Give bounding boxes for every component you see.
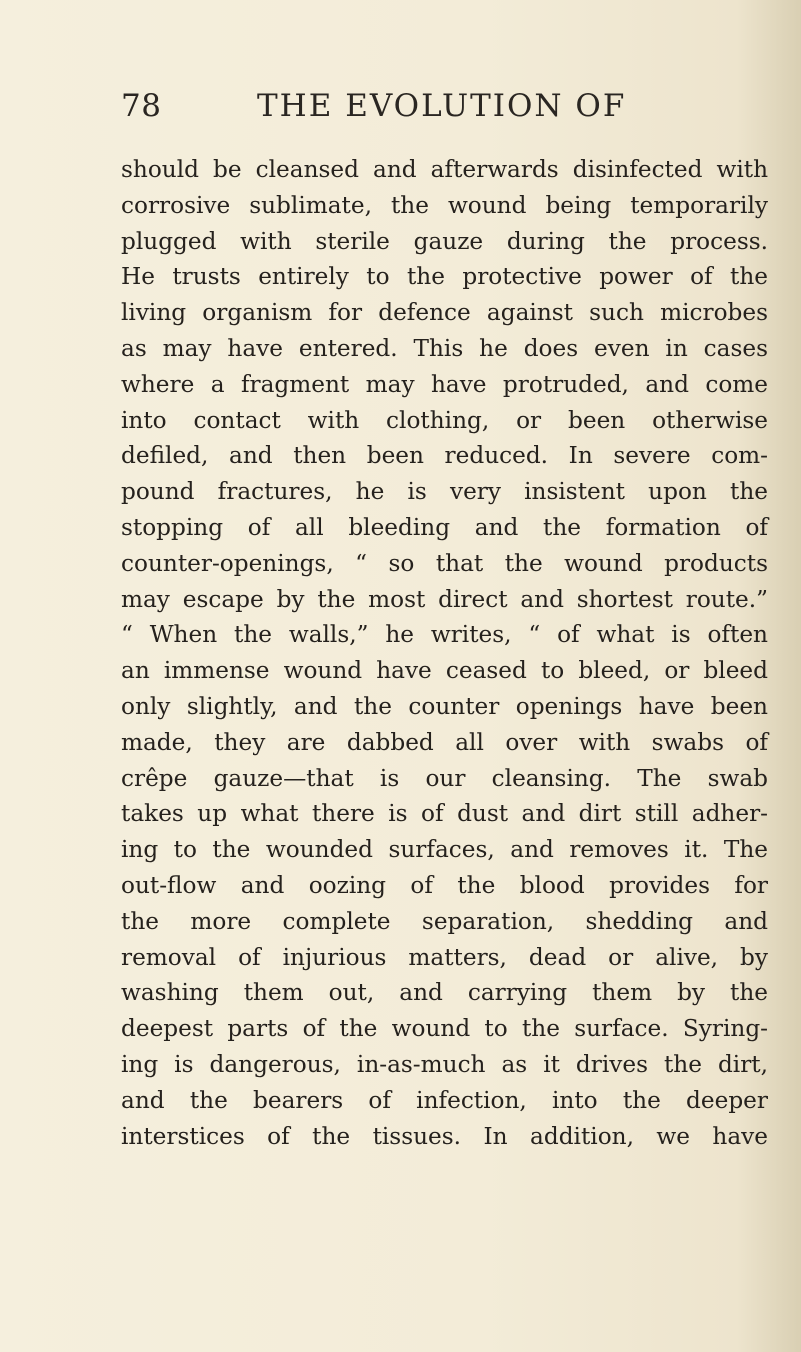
text-line: ing to the wounded surfaces, and removes it. The xyxy=(121,836,768,864)
text-line: living organism for defence against such microbes xyxy=(121,299,768,327)
text-line: made, they are dabbed all over with swabs of xyxy=(121,728,768,756)
text-line: crêpe gauze—that is our cleansing. The swab xyxy=(121,764,768,792)
text-line: should be cleansed and afterwards disinfected with xyxy=(121,156,768,183)
body-text xyxy=(121,152,768,1154)
text-line: into contact with clothing, or been otherwise xyxy=(121,406,768,434)
text-line: deepest parts of the wound to the surface. Syring- xyxy=(121,1015,768,1043)
text-line: defiled, and then been reduced. In severe com- xyxy=(121,442,768,470)
text-line: pound fractures, he is very insistent upon the xyxy=(121,478,768,506)
text-line: plugged with sterile gauze during the process. xyxy=(121,227,768,255)
running-head xyxy=(118,88,768,132)
text-line: as may have entered. This he does even in cases xyxy=(121,334,768,362)
text-line: where a fragment may have protruded, and come xyxy=(121,370,768,398)
text-line: interstices of the tissues. In addition, we have xyxy=(121,1122,768,1150)
text-line: corrosive sublimate, the wound being temporarily xyxy=(121,191,768,219)
text-line: and the bearers of infection, into the deeper xyxy=(121,1086,768,1114)
page-number: 78 xyxy=(121,88,162,124)
text-line: “ When the walls,” he writes, “ of what is often xyxy=(121,621,768,649)
text-line: takes up what there is of dust and dirt still adher- xyxy=(121,800,768,828)
text-line: may escape by the most direct and shortest route.” xyxy=(121,585,768,613)
text-line: an immense wound have ceased to bleed, or bleed xyxy=(121,657,768,685)
text-line: only slightly, and the counter openings have been xyxy=(121,692,768,720)
text-line: out-flow and oozing of the blood provides for xyxy=(121,871,768,899)
text-line: He trusts entirely to the protective power of the xyxy=(121,263,768,291)
text-line: the more complete separation, shedding and xyxy=(121,907,768,935)
text-line: ing is dangerous, in-as-much as it drives the dirt, xyxy=(121,1050,768,1078)
text-line: counter-openings, “ so that the wound products xyxy=(121,549,768,577)
text-line: removal of injurious matters, dead or alive, by xyxy=(121,943,768,971)
text-line: stopping of all bleeding and the formation of xyxy=(121,513,768,541)
running-title: THE EVOLUTION OF xyxy=(257,88,627,124)
text-line: washing them out, and carrying them by the xyxy=(121,979,768,1007)
